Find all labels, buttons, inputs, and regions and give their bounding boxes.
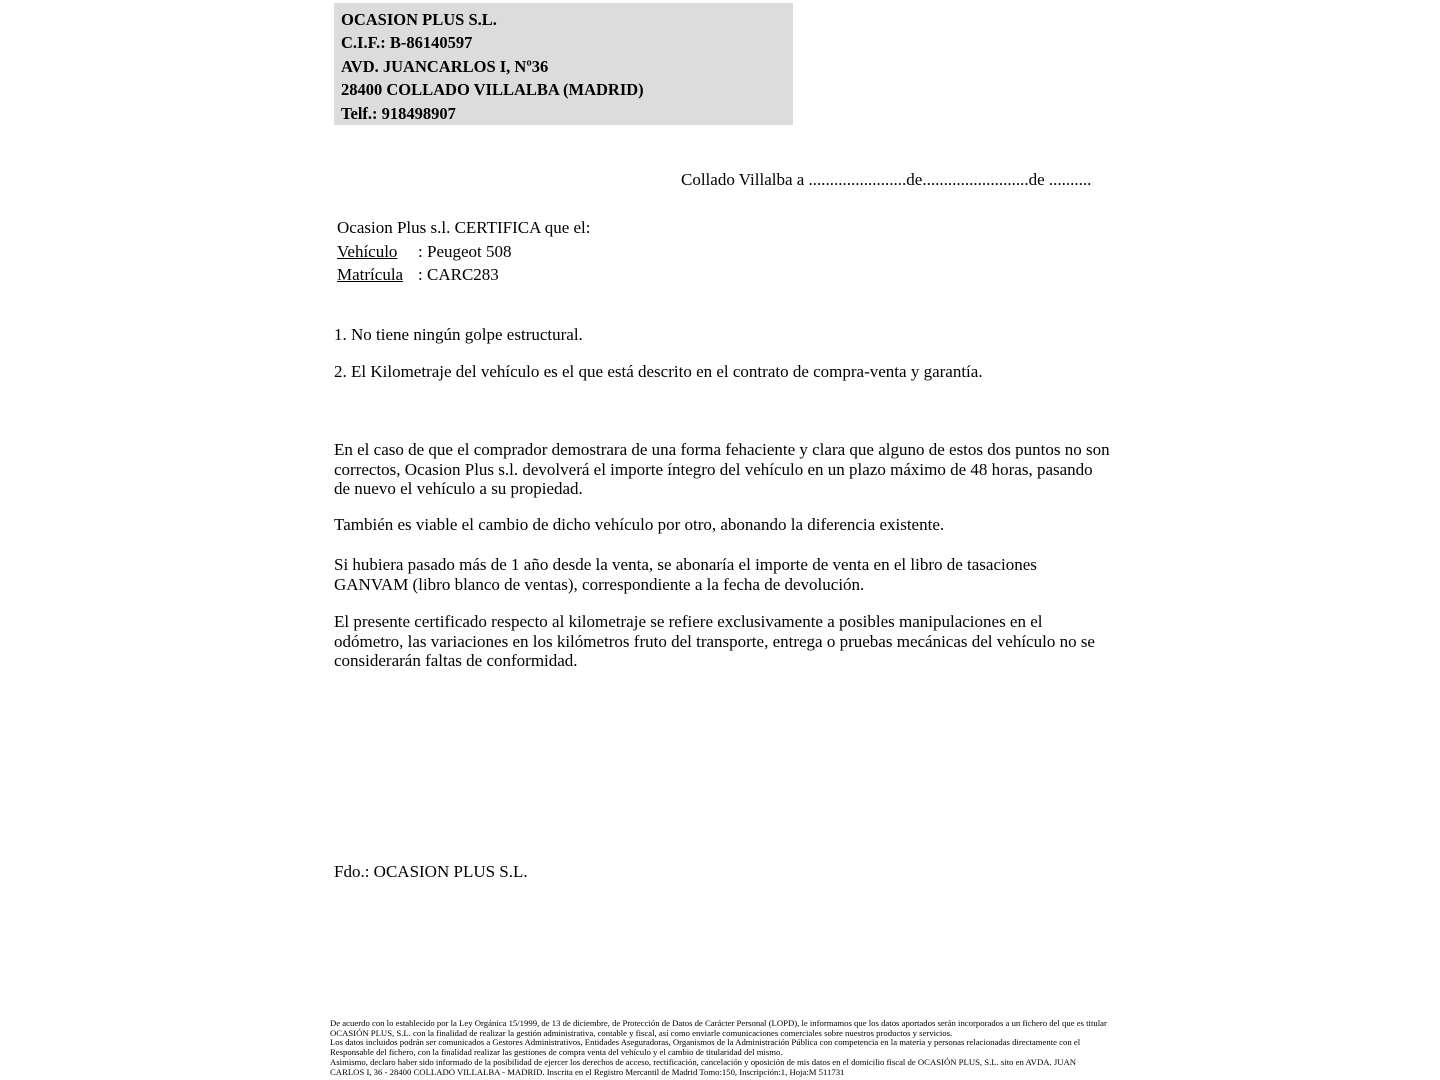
company-phone: Telf.: 918498907 [341, 103, 456, 123]
legal-line: De acuerdo con lo establecido por la Ley Orgánica 15/1999, de 13 de diciembre, de Protección de Datos de Carácter Personal (LOPD), le informamos que los datos aportados serán incorporados a un fichero del que es titular [330, 1018, 1107, 1028]
plate-separator: : [418, 265, 427, 284]
company-name: OCASION PLUS S.L. [341, 10, 497, 29]
signature-line: Fdo.: OCASION PLUS S.L. [334, 862, 528, 881]
plate-label: Matrícula [337, 265, 404, 284]
legal-line: CARLOS I, 36 - 28400 COLLADO VILLALBA - MADRID. Inscrita en el Registro Mercantil de Madrid Tomo:150, Inscripción:1, Hoja:M 511731 [330, 1066, 845, 1077]
body-paragraph-exchange: También es viable el cambio de dicho vehículo por otro, abonando la diferencia existente. [334, 515, 945, 534]
body-paragraph-ganvam: Si hubiera pasado más de 1 año desde la venta, se abonaría el importe de venta en el libro de tasaciones GANVAM (libro blanco de ventas), correspondiente a la fecha de devolución. [334, 555, 1037, 594]
vehicle-field [337, 240, 591, 264]
vehicle-label: Vehículo [337, 241, 398, 261]
legal-line: Asimismo, declaro haber sido informado de la posibilidad de ejercer los derechos de acceso, rectificación, cancelación y oposición de mis datos en el domicilio fiscal de OCASIÓN PLUS, S.L. sito en AVDA. JUAN [330, 1056, 1077, 1067]
date-line: Collado Villalba a .......................de.........................de .......... [681, 170, 1092, 189]
legal-line: Responsable del fichero, con la finalidad realizar las gestiones de compra venta del vehículo y el cambio de titularidad del mismo. [330, 1047, 783, 1058]
certified-point-1: 1. No tiene ningún golpe estructural. [334, 325, 583, 344]
company-cif: C.I.F.: B-86140597 [341, 33, 473, 53]
body-paragraph-refund: En el caso de que el comprador demostrara de una forma fehaciente y clara que alguno de estos dos puntos no son correctos, Ocasion Plus s.l. devolverá el importe íntegro del vehículo en un plazo máximo de 48 horas, pasando de nuevo el vehículo a su propiedad. [334, 440, 1110, 499]
vehicle-value: Peugeot 508 [426, 241, 512, 261]
legal-line: OCASIÓN PLUS, S.L. con la finalidad de realizar la gestión administrativa, contable y fiscal, así como enviarle comunicaciones comerciales sobre nuestros productos y servicios. [330, 1027, 953, 1038]
legal-line: Los datos incluidos podrán ser comunicados a Gestores Administrativos, Entidades Aseguradoras, Organismos de la Administración Pública con competencia en la materia y personas relacionadas directamente con el [330, 1037, 1081, 1048]
company-address: AVD. JUANCARLOS I, Nº36 [341, 56, 549, 76]
company-city: 28400 COLLADO VILLALBA (MADRID) [341, 80, 644, 100]
certificate-block [337, 216, 591, 287]
certified-point-2: 2. El Kilometraje del vehículo es el que está descrito en el contrato de compra-venta y garantía. [334, 362, 983, 381]
plate-field [337, 263, 591, 287]
legal-footer [330, 1019, 1430, 1077]
vehicle-separator: : [418, 241, 427, 261]
company-header-box [334, 3, 793, 125]
body-paragraph-odometer: El presente certificado respecto al kilometraje se refiere exclusivamente a posibles manipulaciones en el odómetro, las variaciones en los kilómetros fruto del transporte, entrega o pruebas mecánicas del vehículo no se considerarán faltas de conformidad. [334, 612, 1095, 671]
plate-value: CARC283 [426, 265, 499, 284]
certificate-intro: Ocasion Plus s.l. CERTIFICA que el: [337, 218, 591, 237]
